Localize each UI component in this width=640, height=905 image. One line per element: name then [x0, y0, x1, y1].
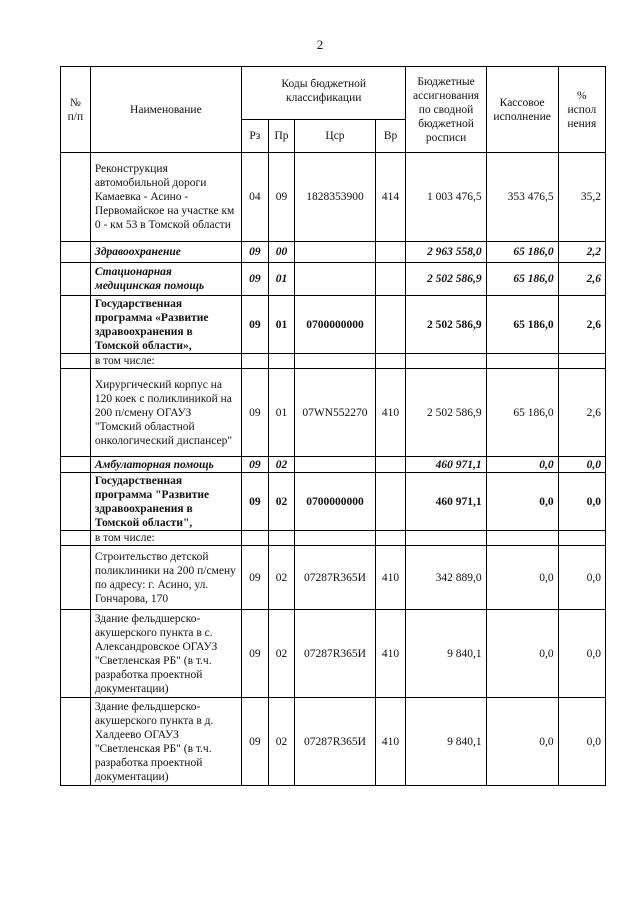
row-csr	[295, 354, 375, 369]
row-name: Стационарная медицинская помощь	[90, 263, 241, 296]
table-row	[61, 531, 606, 546]
row-vr: 410	[375, 369, 406, 457]
row-csr: 0700000000	[295, 473, 375, 531]
row-name: Здание фельдшерско-акушерского пункта в с. Александровское ОГАУЗ "Светленская РБ" (в т.ч. разработка проектной документации)	[90, 610, 241, 698]
table-row	[61, 296, 606, 354]
row-cash: 65 186,0	[486, 242, 558, 263]
row-percent	[558, 354, 605, 369]
row-percent: 0,0	[558, 473, 605, 531]
row-vr	[375, 242, 406, 263]
row-name: Реконструкция автомобильной дороги Камаевка - Асино - Первомайское на участке км 0 - км 53 в Томской области	[90, 153, 241, 242]
row-name: Государственная программа "Развитие здравоохранения в Томской области",	[90, 473, 241, 531]
table-row	[61, 698, 606, 786]
row-num-cell	[61, 296, 91, 354]
row-name: в том числе:	[90, 531, 241, 546]
row-rz: 09	[241, 473, 268, 531]
row-cash: 0,0	[486, 610, 558, 698]
row-vr	[375, 531, 406, 546]
table-row	[61, 369, 606, 457]
row-num-cell	[61, 610, 91, 698]
row-rz: 09	[241, 546, 268, 610]
row-rz: 09	[241, 242, 268, 263]
header-name: Наименование	[90, 67, 241, 153]
header-pr: Пр	[268, 120, 295, 153]
header-rz: Рз	[241, 120, 268, 153]
row-cash	[486, 354, 558, 369]
row-cash: 0,0	[486, 546, 558, 610]
header-percent: % испол нения	[558, 67, 605, 153]
row-percent: 0,0	[558, 546, 605, 610]
row-name: Амбулаторная помощь	[90, 457, 241, 473]
row-budget: 9 840,1	[406, 610, 486, 698]
row-csr: 07287R365И	[295, 610, 375, 698]
row-vr	[375, 263, 406, 296]
row-pr: 02	[268, 457, 295, 473]
row-csr: 07287R365И	[295, 546, 375, 610]
row-rz: 09	[241, 698, 268, 786]
table-row	[61, 457, 606, 473]
row-pr: 00	[268, 242, 295, 263]
row-num-cell	[61, 531, 91, 546]
row-vr	[375, 473, 406, 531]
row-cash: 65 186,0	[486, 296, 558, 354]
row-vr	[375, 354, 406, 369]
table-row	[61, 242, 606, 263]
row-csr	[295, 242, 375, 263]
row-percent	[558, 531, 605, 546]
table-row	[61, 263, 606, 296]
row-percent: 0,0	[558, 457, 605, 473]
table-row	[61, 473, 606, 531]
row-pr	[268, 354, 295, 369]
row-budget: 460 971,1	[406, 457, 486, 473]
row-budget: 460 971,1	[406, 473, 486, 531]
header-num: № п/п	[61, 67, 91, 153]
row-percent: 0,0	[558, 610, 605, 698]
row-vr: 410	[375, 610, 406, 698]
row-budget: 9 840,1	[406, 698, 486, 786]
row-cash: 0,0	[486, 698, 558, 786]
row-name: Здравоохранение	[90, 242, 241, 263]
row-rz	[241, 354, 268, 369]
row-budget: 1 003 476,5	[406, 153, 486, 242]
row-budget: 2 963 558,0	[406, 242, 486, 263]
row-name: Хирургический корпус на 120 коек с поликлиникой на 200 п/смену ОГАУЗ "Томский областной онкологический диспансер"	[90, 369, 241, 457]
row-percent: 2,2	[558, 242, 605, 263]
row-num-cell	[61, 473, 91, 531]
row-cash	[486, 531, 558, 546]
header-csr: Цср	[295, 120, 375, 153]
row-budget	[406, 354, 486, 369]
row-rz: 09	[241, 263, 268, 296]
row-num-cell	[61, 698, 91, 786]
header-budget: Бюджетные ассигнования по сводной бюджетной росписи	[406, 67, 486, 153]
row-budget: 2 502 586,9	[406, 263, 486, 296]
row-num-cell	[61, 153, 91, 242]
header-cash: Кассовое исполнение	[486, 67, 558, 153]
row-vr: 414	[375, 153, 406, 242]
row-csr	[295, 457, 375, 473]
row-pr: 09	[268, 153, 295, 242]
row-csr: 07287R365И	[295, 698, 375, 786]
row-csr	[295, 263, 375, 296]
row-rz: 09	[241, 296, 268, 354]
row-name: Строительство детской поликлиники на 200 п/смену по адресу: г. Асино, ул. Гончарова, 170	[90, 546, 241, 610]
row-name: в том числе:	[90, 354, 241, 369]
row-pr: 01	[268, 263, 295, 296]
page-number: 2	[316, 37, 324, 52]
row-pr: 01	[268, 296, 295, 354]
row-percent: 2,6	[558, 263, 605, 296]
row-budget: 342 889,0	[406, 546, 486, 610]
row-budget: 2 502 586,9	[406, 369, 486, 457]
row-pr: 02	[268, 698, 295, 786]
row-rz: 09	[241, 457, 268, 473]
row-percent: 2,6	[558, 296, 605, 354]
row-num-cell	[61, 546, 91, 610]
row-vr	[375, 457, 406, 473]
row-csr: 0700000000	[295, 296, 375, 354]
row-cash: 0,0	[486, 473, 558, 531]
table-row	[61, 546, 606, 610]
row-csr: 1828353900	[295, 153, 375, 242]
row-num-cell	[61, 369, 91, 457]
row-num-cell	[61, 457, 91, 473]
row-pr	[268, 531, 295, 546]
row-percent: 35,2	[558, 153, 605, 242]
header-codes: Коды бюджетной классификации	[241, 67, 406, 120]
header-vr: Вр	[375, 120, 406, 153]
row-pr: 01	[268, 369, 295, 457]
row-cash: 353 476,5	[486, 153, 558, 242]
row-pr: 02	[268, 610, 295, 698]
row-pr: 02	[268, 473, 295, 531]
row-rz	[241, 531, 268, 546]
row-vr	[375, 296, 406, 354]
row-percent: 2,6	[558, 369, 605, 457]
row-num-cell	[61, 263, 91, 296]
row-csr	[295, 531, 375, 546]
row-budget: 2 502 586,9	[406, 296, 486, 354]
row-num-cell	[61, 354, 91, 369]
table-row	[61, 610, 606, 698]
row-cash: 65 186,0	[486, 263, 558, 296]
row-pr: 02	[268, 546, 295, 610]
budget-table	[60, 66, 606, 786]
row-cash: 65 186,0	[486, 369, 558, 457]
row-budget	[406, 531, 486, 546]
row-rz: 09	[241, 610, 268, 698]
row-csr: 07WN552270	[295, 369, 375, 457]
row-vr: 410	[375, 546, 406, 610]
row-num-cell	[61, 242, 91, 263]
row-cash: 0,0	[486, 457, 558, 473]
table-row	[61, 153, 606, 242]
row-rz: 09	[241, 369, 268, 457]
table-row	[61, 354, 606, 369]
row-name: Здание фельдшерско-акушерского пункта в д. Халдеево ОГАУЗ "Светленская РБ" (в т.ч. разработка проектной документации)	[90, 698, 241, 786]
row-vr: 410	[375, 698, 406, 786]
row-name: Государственная программа «Развитие здравоохранения в Томской области»,	[90, 296, 241, 354]
row-percent: 0,0	[558, 698, 605, 786]
row-rz: 04	[241, 153, 268, 242]
